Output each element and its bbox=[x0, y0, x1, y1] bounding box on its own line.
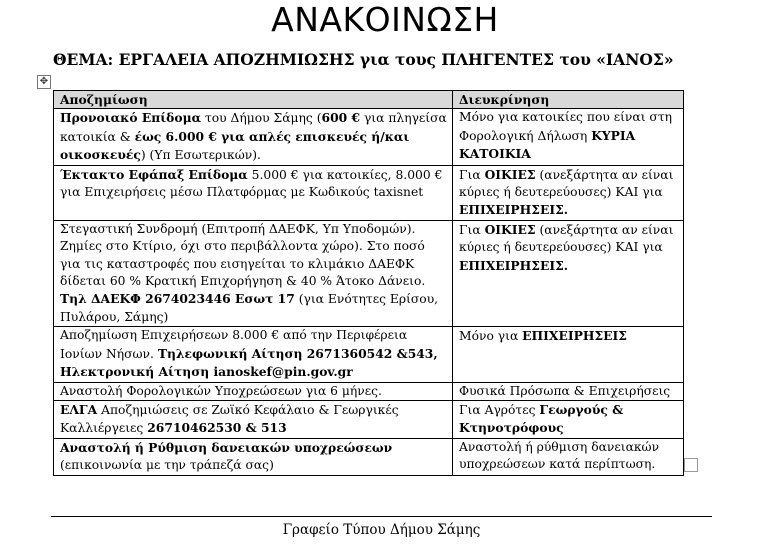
cell-text: (ανεξάρτητα αν είναι κύριες ή δευτερεύουσες) ΚΑΙ για bbox=[459, 167, 674, 200]
cell-text: Για Αγρότες bbox=[459, 402, 540, 417]
cell-text: Τηλ bbox=[60, 291, 91, 307]
cell-text: Έκτακτο Εφάπαξ Επίδομα bbox=[60, 166, 248, 182]
compensation-table bbox=[53, 90, 684, 476]
cell-text: Στεγαστική Συνδρομή (Επιτροπή ΔΑΕΦΚ, Υπ Υποδομών). Ζημίες στο Κτίριο, όχι στο περιβάλλοντα χώρο). Στο ποσό για τις καταστροφές που εισηγείται το κλιμάκιο ΔΑΕΦΚ δίδεται 60 % Κρατική Επιχορήγηση & 40 % Άτοκο Δάνειο. bbox=[60, 221, 426, 289]
table-row bbox=[54, 382, 684, 400]
cell-text: Για bbox=[459, 222, 485, 237]
resize-square-icon[interactable] bbox=[684, 458, 698, 472]
cell-text: 600 € bbox=[321, 110, 361, 126]
cell-text: (για Ενότητες Ερίσου, Πυλάρου, Σάμης) bbox=[60, 292, 439, 324]
cell-clarification bbox=[453, 109, 684, 165]
cell-clarification bbox=[453, 327, 684, 382]
cell-text: Αναστολή ή Ρύθμιση δανειακών υποχρεώσεων bbox=[60, 439, 393, 455]
table-header-row bbox=[54, 91, 684, 109]
cell-compensation bbox=[54, 438, 453, 475]
footer-text: Γραφείο Τύπου Δήμου Σάμης bbox=[282, 522, 481, 538]
table-row bbox=[54, 438, 684, 475]
cell-compensation bbox=[54, 400, 453, 438]
table-row bbox=[54, 165, 684, 220]
table-row bbox=[54, 220, 684, 326]
cell-compensation bbox=[54, 165, 453, 220]
cell-text: ΚΥΡΙΑ ΚΑΤΟΙΚΙΑ bbox=[459, 127, 636, 162]
cell-text: Αναστολή ή ρύθμιση δανειακών υποχρεώσεων κατά περίπτωση. bbox=[459, 439, 660, 472]
cell-text: ΕΠΙΧΕΙΡΗΣΕΙΣ bbox=[522, 328, 627, 344]
cell-text: (επικοινωνία με την τράπεζά σας) bbox=[60, 458, 274, 473]
table-body bbox=[54, 109, 684, 475]
cell-text: για πληγείσα κατοικία & bbox=[60, 111, 447, 144]
cell-text: ΕΠΙΧΕΙΡΗΣΕΙΣ. bbox=[459, 257, 569, 273]
table-row bbox=[54, 400, 684, 438]
cell-compensation bbox=[54, 220, 453, 326]
table-row bbox=[54, 327, 684, 382]
cell-text: 26710462530 & 513 bbox=[147, 420, 287, 436]
table-row bbox=[54, 109, 684, 165]
cell-text: ΟΙΚΙΕΣ bbox=[484, 166, 536, 182]
cell-text: ΟΙΚΙΕΣ bbox=[484, 221, 536, 237]
move-cross-icon[interactable]: ✥ bbox=[37, 75, 51, 89]
cell-text: Μόνο για κατοικίες που είναι στη Φορολογική Δήλωση bbox=[459, 110, 672, 143]
cell-clarification bbox=[453, 382, 684, 400]
cell-clarification bbox=[453, 400, 684, 438]
document-subject: ΘΕΜΑ: ΕΡΓΑΛΕΙΑ ΑΠΟΖΗΜΙΩΣΗΣ για τους ΠΛΗΓΕΝΤΕΣ του «ΙΑΝΟΣ» bbox=[53, 50, 674, 69]
cell-compensation bbox=[54, 109, 453, 165]
cell-text: ) (Υπ Εσωτερικών). bbox=[140, 148, 261, 163]
cell-text: ΕΠΙΧΕΙΡΗΣΕΙΣ. bbox=[459, 202, 569, 218]
cell-text: ΔΑΕΚΦ 2674023446 Εσωτ 17 bbox=[91, 291, 295, 307]
cell-text: ΕΛΓΑ bbox=[60, 401, 98, 417]
cell-compensation bbox=[54, 382, 453, 400]
cell-compensation bbox=[54, 327, 453, 382]
cell-text: Γεωργούς & Κτηνοτρόφους bbox=[459, 401, 624, 436]
cell-text: Αποζημιώσεις σε Ζωϊκό Κεφάλαιο & Γεωργικές Καλλιέργειες bbox=[60, 402, 399, 436]
header-compensation: Αποζημίωση bbox=[54, 91, 453, 109]
cell-clarification bbox=[453, 165, 684, 220]
header-clarification: Διευκρίνηση bbox=[453, 91, 684, 109]
cell-text: (ανεξάρτητα αν είναι κύριες ή δευτερεύουσες) ΚΑΙ για bbox=[459, 222, 674, 255]
cell-text: 5.000 € για κατοικίες, 8.000 € για Επιχειρήσεις μέσω Πλατφόρμας με Κωδικούς taxisnet bbox=[60, 167, 443, 200]
cell-text: Αποζημίωση Επιχειρήσεων 8.000 € από την Περιφέρεια Ιονίων Νήσων. bbox=[60, 328, 408, 361]
cell-text: έως 6.000 € για απλές επισκευές ή/και οικοσκευές bbox=[60, 128, 410, 163]
document-title: ΑΝΑΚΟΙΝΩΣΗ bbox=[271, 0, 499, 39]
cell-clarification bbox=[453, 220, 684, 326]
cell-text: Αναστολή Φορολογικών Υποχρεώσεων για 6 μήνες. bbox=[60, 383, 382, 398]
cell-clarification bbox=[453, 438, 684, 475]
cell-text: Προνοιακό Επίδομα bbox=[60, 110, 202, 126]
cell-text: Φυσικά Πρόσωπα & Επιχειρήσεις bbox=[459, 383, 671, 398]
cell-text: Μόνο για bbox=[459, 329, 523, 344]
footer-divider bbox=[51, 516, 712, 517]
cell-text: Τηλεφωνική Αίτηση 2671360542 &543, Ηλεκτρονική Αίτηση ianoskef@pin.gov.gr bbox=[60, 345, 438, 380]
cell-text: Για bbox=[459, 167, 485, 182]
cell-text: του Δήμου Σάμης ( bbox=[201, 111, 322, 126]
